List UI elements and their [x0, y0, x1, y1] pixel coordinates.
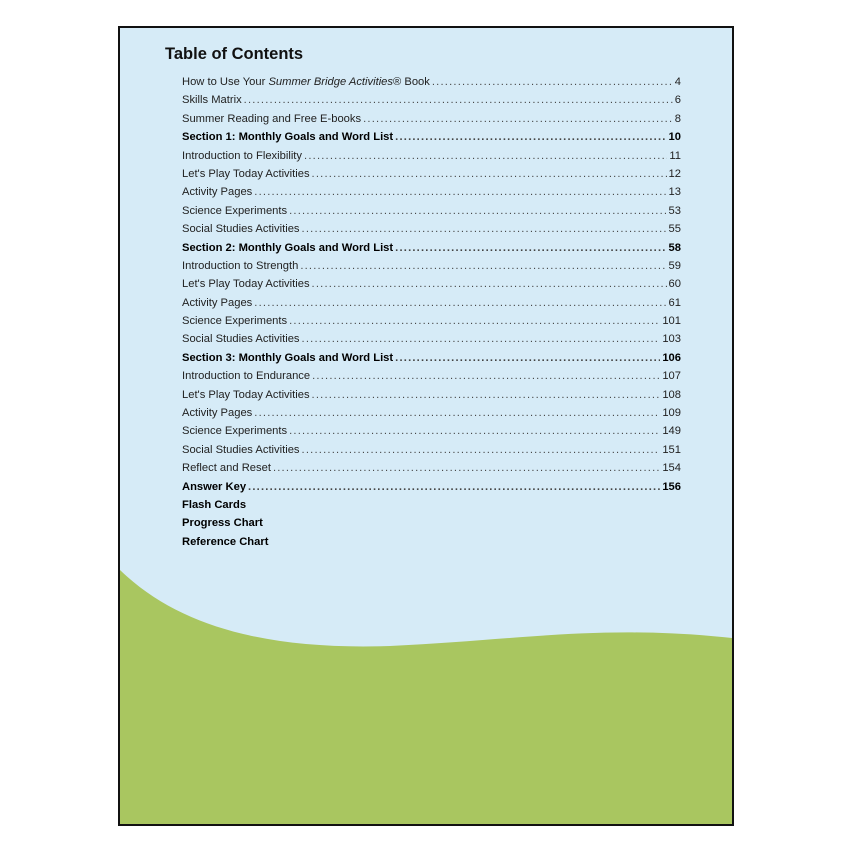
toc-entry	[182, 168, 681, 186]
toc-entry-page-number: 106	[662, 351, 681, 364]
toc-dot-leader	[312, 370, 660, 382]
toc-dot-leader	[395, 131, 666, 143]
toc-dot-leader	[432, 76, 673, 88]
toc-entry-label-text: Skills Matrix	[182, 94, 242, 107]
toc-entry	[182, 297, 681, 315]
toc-entry-page-number: 60	[668, 278, 681, 291]
toc-entry-page-number: 149	[662, 425, 681, 438]
toc-entry-page-number: 6	[674, 94, 681, 107]
toc-entry-label-text: Activity Pages	[182, 407, 253, 420]
toc-entry-label	[182, 370, 310, 382]
toc-entry-label-text: Activity Pages	[182, 296, 253, 309]
toc-entry-label-text: Science Experiments	[182, 204, 288, 217]
toc-entry-label	[182, 481, 246, 493]
toc-entry	[182, 481, 681, 499]
toc-entry	[182, 76, 681, 94]
toc-entry	[182, 315, 681, 333]
toc-entry-page-number: 109	[662, 407, 681, 420]
toc-entry	[182, 150, 681, 168]
toc-entry-label	[182, 389, 310, 401]
toc-entry-label-italic: Summer Bridge Activities	[268, 76, 394, 88]
toc-entry	[182, 333, 681, 351]
toc-entry-label-text: Science Experiments	[182, 425, 288, 438]
toc-dot-leader	[304, 150, 667, 162]
toc-entry-page-number: 59	[668, 259, 681, 272]
toc-entry-page-number: 107	[662, 370, 681, 383]
toc-entry	[182, 278, 681, 296]
toc-dot-leader	[273, 462, 660, 474]
toc-entry	[182, 536, 681, 554]
toc-dot-leader	[300, 260, 666, 272]
toc-entry-label	[182, 94, 242, 106]
toc-dot-leader	[248, 481, 660, 493]
toc-entry-page-number: 151	[662, 443, 681, 456]
toc-dot-leader	[254, 297, 666, 309]
toc-entry-page-number: 61	[668, 296, 681, 309]
toc-dot-leader	[395, 352, 660, 364]
toc-entry	[182, 444, 681, 462]
toc-entry-label	[182, 462, 271, 474]
toc-entry	[182, 352, 681, 370]
toc-entry	[182, 94, 681, 112]
toc-entry-label-text: Reflect and Reset	[182, 462, 271, 475]
toc-entry-label	[182, 223, 300, 235]
toc-entry-label-text: Science Experiments	[182, 315, 288, 328]
hill-shape	[120, 570, 732, 824]
toc-entry-label-text: Flash Cards	[182, 498, 247, 511]
toc-entry-label	[182, 444, 300, 456]
toc-entry	[182, 425, 681, 443]
toc-entry-label	[182, 517, 263, 529]
toc-entry-page-number: 108	[662, 388, 681, 401]
toc-entry-page-number: 13	[668, 186, 681, 199]
toc-entry-label-text: Social Studies Activities	[182, 443, 300, 456]
toc-dot-leader	[302, 444, 661, 456]
toc-entry	[182, 517, 681, 535]
toc-entry-label	[182, 297, 252, 309]
toc-entry	[182, 389, 681, 407]
toc-entry-label	[182, 113, 361, 125]
toc-entry-label	[182, 278, 310, 290]
toc-dot-leader	[312, 278, 667, 290]
toc-entry-label-text: Summer Reading and Free E-books	[182, 112, 362, 125]
toc-entry-label	[182, 76, 430, 88]
toc-entry	[182, 462, 681, 480]
toc-entry-label-text: Progress Chart	[182, 517, 263, 530]
toc-entry-label-text: Let's Play Today Activities	[182, 167, 310, 180]
toc-entry-page-number: 156	[662, 480, 681, 493]
toc-entry-label	[182, 407, 252, 419]
toc-dot-leader	[289, 205, 666, 217]
toc-entry-label-text: Let's Play Today Activities	[182, 388, 310, 401]
toc-entry-label	[182, 260, 298, 272]
toc-dot-leader	[254, 186, 666, 198]
toc-entry-page-number: 154	[662, 462, 681, 475]
toc-entry-page-number: 10	[668, 131, 681, 144]
toc-dot-leader	[302, 223, 667, 235]
toc-entry-label	[182, 499, 246, 511]
toc-entry-label	[182, 131, 393, 143]
toc-entry	[182, 186, 681, 204]
toc-dot-leader	[363, 113, 673, 125]
toc-entry-label-text: Section 2: Monthly Goals and Word List	[182, 241, 394, 254]
toc-entry-page-number: 8	[674, 112, 681, 125]
toc-dot-leader	[254, 407, 660, 419]
toc-entry-label	[182, 315, 287, 327]
toc-entry-label-text: Let's Play Today Activities	[182, 278, 310, 291]
toc-entry-page-number: 12	[668, 167, 681, 180]
toc-entry-label-suffix: ® Book	[393, 76, 430, 88]
toc-entry-label	[182, 425, 287, 437]
toc-entry-page-number: 55	[668, 223, 681, 236]
toc-entry-label-text: Introduction to Strength	[182, 259, 299, 272]
toc-entry-label-text: Section 3: Monthly Goals and Word List	[182, 351, 394, 364]
book-page	[118, 26, 734, 826]
toc-entry	[182, 113, 681, 131]
toc-dot-leader	[312, 168, 667, 180]
toc-entry-label-text: Activity Pages	[182, 186, 253, 199]
toc-entry-label	[182, 333, 300, 345]
toc-entry-page-number: 53	[668, 204, 681, 217]
toc-list	[182, 76, 681, 554]
toc-entry-label-text: Social Studies Activities	[182, 333, 300, 346]
toc-title: Table of Contents	[165, 45, 304, 63]
toc-entry	[182, 370, 681, 388]
toc-entry-page-number: 4	[674, 76, 681, 88]
toc-dot-leader	[395, 242, 666, 254]
toc-entry-label	[182, 242, 393, 254]
toc-entry	[182, 131, 681, 149]
toc-entry-label	[182, 352, 393, 364]
toc-entry-label	[182, 168, 310, 180]
toc-entry	[182, 242, 681, 260]
toc-dot-leader	[289, 425, 660, 437]
toc-entry-label-text: Answer Key	[182, 480, 247, 493]
toc-entry-label-text: Introduction to Flexibility	[182, 149, 303, 162]
toc-entry	[182, 205, 681, 223]
toc-entry	[182, 223, 681, 241]
toc-entry-label	[182, 205, 287, 217]
toc-entry-page-number: 11	[669, 149, 681, 162]
toc-dot-leader	[302, 333, 661, 345]
toc-entry-label	[182, 150, 302, 162]
toc-entry-page-number: 58	[668, 241, 681, 254]
toc-entry-label-text: Introduction to Endurance	[182, 370, 311, 383]
toc-entry	[182, 499, 681, 517]
toc-entry-label	[182, 186, 252, 198]
toc-entry-page-number: 103	[662, 333, 681, 346]
toc-entry-label-text: How to Use Your	[182, 76, 269, 88]
toc-dot-leader	[312, 389, 661, 401]
toc-dot-leader	[244, 94, 673, 106]
toc-entry-page-number: 101	[662, 315, 681, 328]
toc-entry	[182, 260, 681, 278]
toc-dot-leader	[289, 315, 660, 327]
toc-entry-label-text: Section 1: Monthly Goals and Word List	[182, 131, 394, 144]
toc-entry-label-text: Reference Chart	[182, 535, 269, 548]
toc-entry-label	[182, 536, 268, 548]
toc-entry-label-text: Social Studies Activities	[182, 223, 300, 236]
toc-entry	[182, 407, 681, 425]
